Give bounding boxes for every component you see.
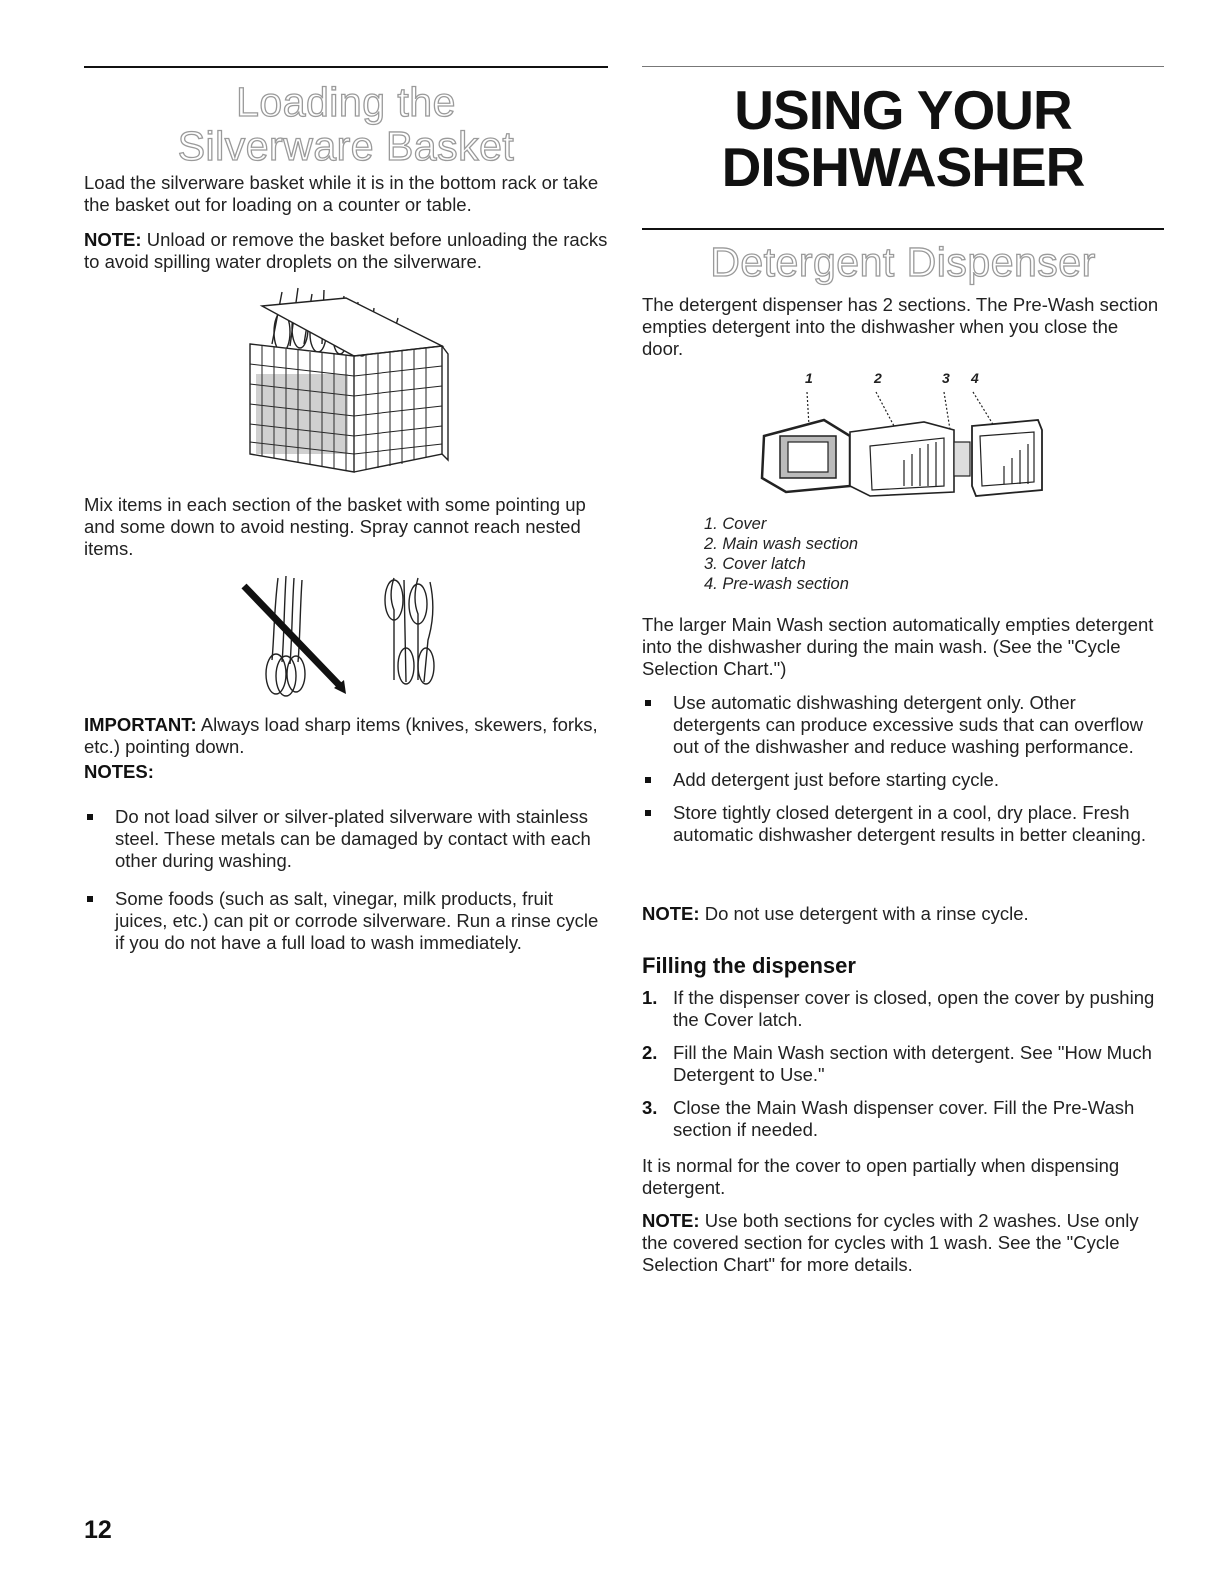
callout-3: 3 bbox=[942, 370, 950, 386]
list-item bbox=[642, 987, 1164, 1031]
cycles-note bbox=[642, 1210, 1164, 1276]
normal-open-text: It is normal for the cover to open partially when dispensing detergent. bbox=[642, 1155, 1120, 1198]
filling-steps bbox=[642, 987, 1164, 1141]
note-label: NOTE: bbox=[642, 1210, 700, 1231]
right-top-rule bbox=[642, 66, 1164, 67]
main-wash-text: The larger Main Wash section automatically empties detergent into the dishwasher during the main wash. (See the "Cycle Selection Chart.") bbox=[642, 614, 1154, 679]
callout-1: 1 bbox=[805, 370, 813, 386]
left-top-rule bbox=[84, 66, 608, 68]
list-item: Add detergent just before starting cycle. bbox=[642, 769, 1164, 791]
note-label: NOTE: bbox=[642, 903, 700, 924]
mix-items-text: Mix items in each section of the basket with some pointing up and some down to avoid nesting. Spray cannot reach nested items. bbox=[84, 494, 586, 559]
notes-list bbox=[84, 806, 608, 954]
filling-heading: Filling the dispenser bbox=[642, 953, 856, 978]
note-label: NOTE: bbox=[84, 229, 142, 250]
note-text: Use both sections for cycles with 2 washes. Use only the covered section for cycles with 1 wash. See the "Cycle Selection Chart" for more details. bbox=[642, 1210, 1139, 1275]
list-item: Do not load silver or silver-plated silverware with stainless steel. These metals can be damaged by contact with each other during washing. bbox=[84, 806, 608, 872]
note-text: Do not use detergent with a rinse cycle. bbox=[699, 903, 1029, 924]
note-text: Unload or remove the basket before unloading the racks to avoid spilling water droplets on the silverware. bbox=[84, 229, 608, 272]
callout-2: 2 bbox=[874, 370, 882, 386]
page-number: 12 bbox=[84, 1516, 112, 1544]
caption-main-wash: 2. Main wash section bbox=[704, 535, 859, 553]
list-item: Use automatic dishwashing detergent only. Other detergents can produce excessive suds that can overflow out of the dishwasher and reduce washing performance. bbox=[642, 692, 1164, 758]
step-text: If the dispenser cover is closed, open the cover by pushing the Cover latch. bbox=[673, 987, 1155, 1030]
chapter-rule bbox=[642, 228, 1164, 230]
dispenser-intro: The detergent dispenser has 2 sections. The Pre-Wash section empties detergent into the dishwasher when you close the door. bbox=[642, 294, 1159, 359]
important-body: Always load sharp items (knives, skewers, forks, etc.) pointing down. bbox=[84, 714, 598, 757]
dispenser-captions bbox=[642, 514, 1211, 594]
list-item: Some foods (such as salt, vinegar, milk products, fruit juices, etc.) can pit or corrode silverware. Run a rinse cycle if you do not have a full load to wash immediately. bbox=[84, 888, 608, 954]
important-text bbox=[84, 714, 608, 758]
silverware-basket-illustration bbox=[242, 284, 454, 480]
detergent-dispenser-illustration bbox=[754, 386, 1048, 504]
caption-pre-wash: 4. Pre-wash section bbox=[704, 575, 849, 593]
step-text: Fill the Main Wash section with detergent. See "How Much Detergent to Use." bbox=[673, 1042, 1152, 1085]
silverware-note bbox=[84, 229, 608, 273]
nested-silverware-illustration bbox=[234, 570, 464, 700]
callout-4: 4 bbox=[971, 370, 979, 386]
step-number: 1. bbox=[642, 987, 658, 1008]
caption-cover: 1. Cover bbox=[704, 515, 767, 533]
silverware-intro: Load the silverware basket while it is in the bottom rack or take the basket out for loading on a counter or table. bbox=[84, 172, 599, 215]
section-title-silverware bbox=[84, 80, 608, 168]
section-title-line2: Silverware Basket bbox=[177, 123, 515, 169]
section-title-detergent: Detergent Dispenser bbox=[710, 239, 1096, 285]
step-text: Close the Main Wash dispenser cover. Fill the Pre-Wash section if needed. bbox=[673, 1097, 1135, 1140]
list-item: Store tightly closed detergent in a cool, dry place. Fresh automatic dishwasher detergent results in better cleaning. bbox=[642, 802, 1164, 846]
section-title-line1: Loading the bbox=[236, 79, 456, 125]
list-item bbox=[642, 1097, 1164, 1141]
caption-cover-latch: 3. Cover latch bbox=[704, 555, 806, 573]
list-item bbox=[642, 1042, 1164, 1086]
chapter-title-line1: USING YOUR bbox=[734, 79, 1072, 141]
notes-heading: NOTES: bbox=[84, 761, 154, 782]
detergent-bullets bbox=[642, 692, 1164, 846]
chapter-title-line2: DISHWASHER bbox=[721, 136, 1085, 198]
rinse-note bbox=[642, 903, 1164, 925]
important-label: IMPORTANT: bbox=[84, 714, 197, 735]
step-number: 3. bbox=[642, 1097, 658, 1118]
step-number: 2. bbox=[642, 1042, 658, 1063]
chapter-title bbox=[642, 79, 1164, 198]
